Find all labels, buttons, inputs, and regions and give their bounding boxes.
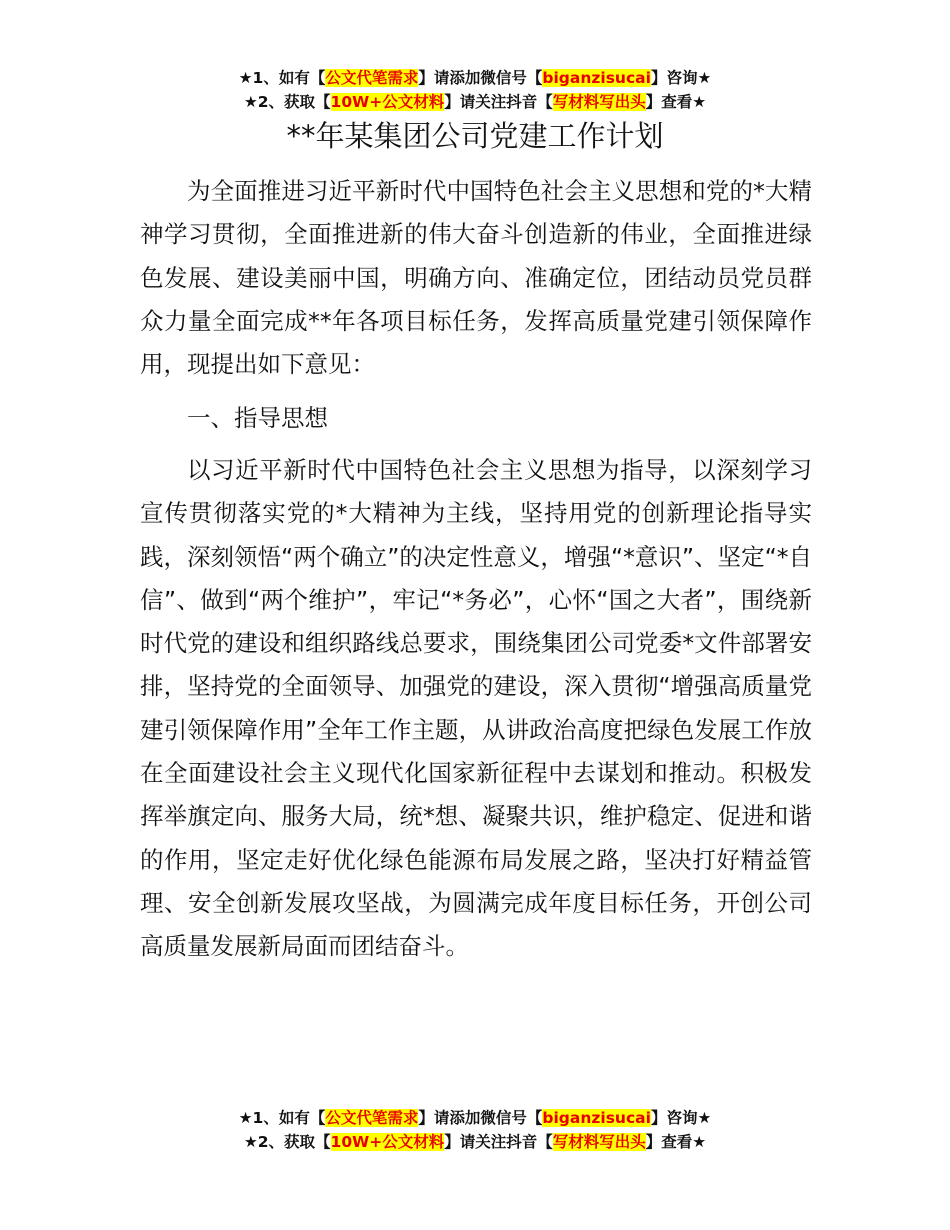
banner-text: 】请添加微信号【 — [418, 69, 543, 87]
footer-banner — [0, 1106, 950, 1154]
banner-highlight: 公文代笔需求 — [325, 69, 419, 87]
banner-text: 】查看★ — [645, 1133, 707, 1151]
banner-highlight: 写材料写出头 — [552, 93, 646, 111]
document-title: **年某集团公司党建工作计划 — [286, 119, 664, 153]
banner-highlight: biganzisucai — [542, 1109, 651, 1127]
banner-line-1 — [0, 66, 950, 90]
banner-text: ★2、获取【 — [243, 93, 331, 111]
intro-paragraph: 为全面推进习近平新时代中国特色社会主义思想和党的*大精神学习贯彻，全面推进新的伟大奋斗创造新的伟业，全面推进绿色发展、建设美丽中国，明确方向、准确定位，团结动员党员群众力量全面完成**年各项目标任务，发挥高质量党建引领保障作用，现提出如下意见： — [140, 177, 812, 379]
section-heading: 一、指导思想 — [187, 404, 328, 432]
banner-highlight: 10W+公文材料 — [330, 93, 445, 111]
banner-text: 】查看★ — [645, 93, 707, 111]
banner-text: 】请关注抖音【 — [444, 1133, 553, 1151]
banner-line-1 — [0, 1106, 950, 1130]
banner-line-2 — [0, 1130, 950, 1154]
banner-highlight: biganzisucai — [542, 69, 651, 87]
banner-text: 】请关注抖音【 — [444, 93, 553, 111]
banner-text: 】咨询★ — [650, 69, 712, 87]
banner-text: ★1、如有【 — [238, 69, 326, 87]
header-banner — [0, 66, 950, 114]
banner-highlight: 公文代笔需求 — [325, 1109, 419, 1127]
banner-highlight: 写材料写出头 — [552, 1133, 646, 1151]
banner-line-2 — [0, 90, 950, 114]
banner-text: ★1、如有【 — [238, 1109, 326, 1127]
banner-text: 】咨询★ — [650, 1109, 712, 1127]
banner-highlight: 10W+公文材料 — [330, 1133, 445, 1151]
banner-text: 】请添加微信号【 — [418, 1109, 543, 1127]
guiding-paragraph: 以习近平新时代中国特色社会主义思想为指导，以深刻学习宣传贯彻落实党的*大精神为主线，坚持用党的创新理论指导实践，深刻领悟“两个确立”的决定性意义，增强“*意识”、坚定“*自信”、做到“两个维护”，牢记“*务必”，心怀“国之大者”，围绕新时代党的建设和组织路线总要求，围绕集团公司党委*文件部署安排，坚持党的全面领导、加强党的建设，深入贯彻“增强高质量党建引领保障作用”全年工作主题，从讲政治高度把绿色发展工作放在全面建设社会主义现代化国家新征程中去谋划和推动。积极发挥举旗定向、服务大局，统*想、凝聚共识，维护稳定、促进和谐的作用，坚定走好优化绿色能源布局发展之路，坚决打好精益管理、安全创新发展攻坚战，为圆满完成年度目标任务，开创公司高质量发展新局面而团结奋斗。 — [140, 456, 812, 961]
banner-text: ★2、获取【 — [243, 1133, 331, 1151]
